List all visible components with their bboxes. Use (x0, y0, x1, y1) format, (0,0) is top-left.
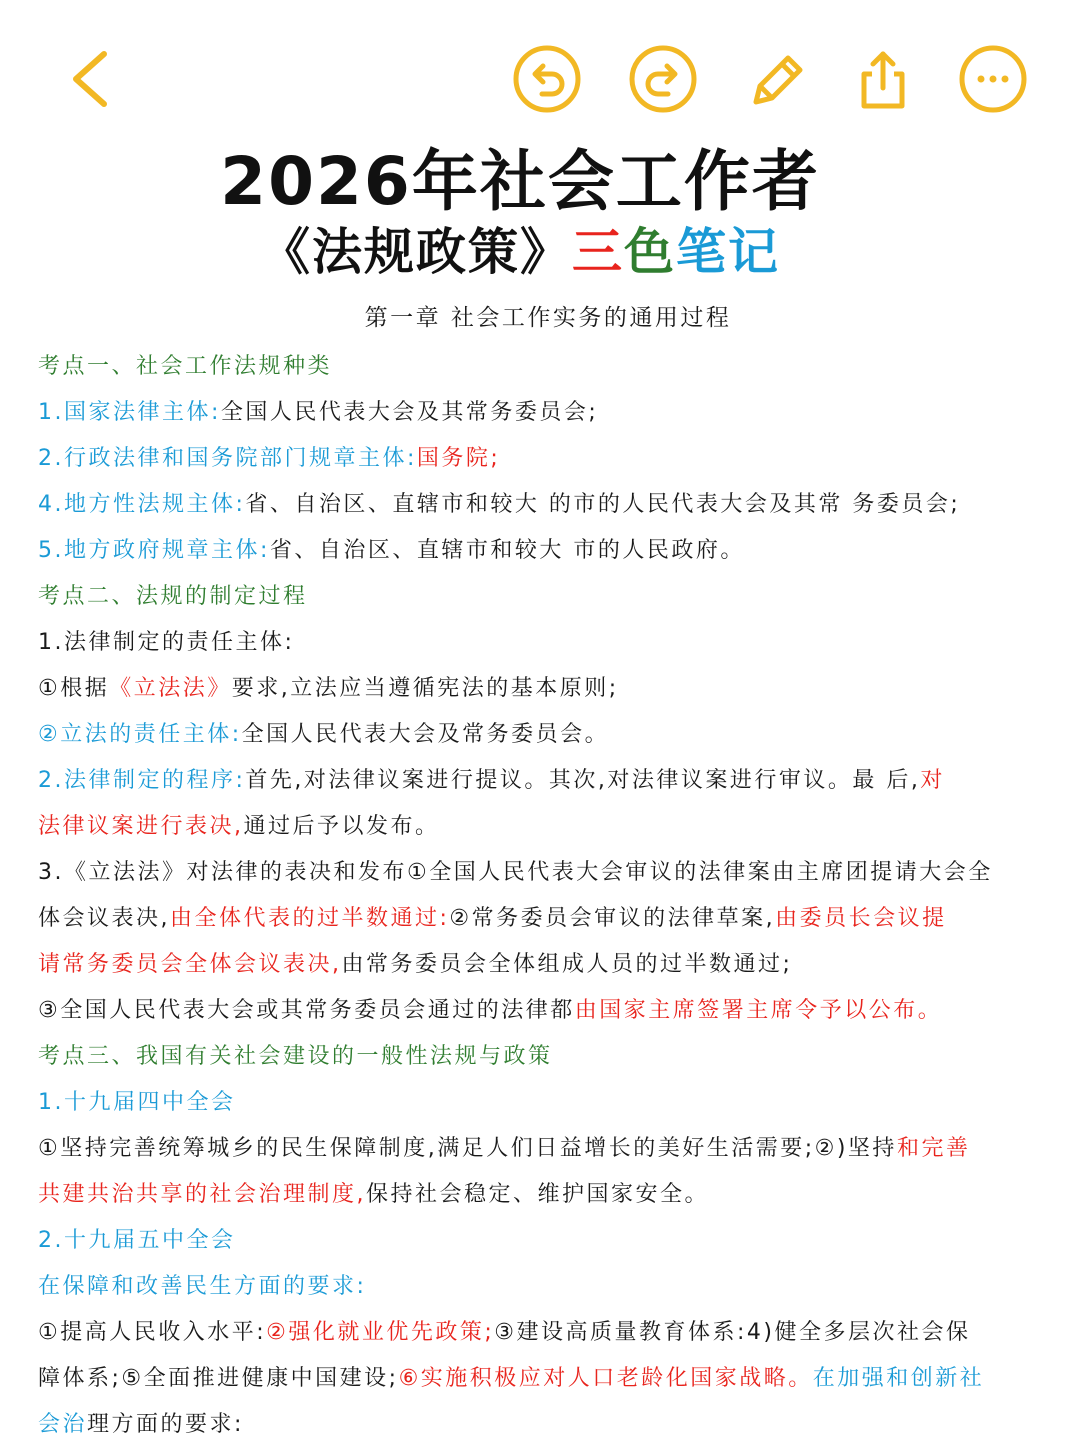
note-text-segment: 法律议案进行表决, (38, 814, 244, 839)
note-body (38, 292, 1058, 1448)
share-icon (848, 44, 918, 114)
chevron-left-icon (56, 44, 126, 114)
note-text-segment: 国务院; (416, 446, 501, 471)
note-text-segment: 1.十九届四中全会 (38, 1090, 236, 1115)
pencil-icon (742, 44, 812, 114)
note-text-segment: 《立法法》 (109, 676, 232, 701)
note-text-segment: ③建设高质量教育体系:4)健全多层次社会保 (494, 1320, 971, 1345)
subtitle-notes: 笔记 (676, 223, 780, 281)
redo-button[interactable] (628, 44, 698, 114)
note-text-segment: 对 (920, 768, 945, 793)
subtitle-three: 三 (572, 223, 624, 281)
chapter-heading: 第一章 社会工作实务的通用过程 (364, 305, 732, 331)
note-text-segment: 省、自治区、直辖市和较大 的市的人民代表大会及其常 务委员会; (245, 492, 961, 517)
note-text-segment: 由委员长会议提 (775, 906, 947, 931)
note-line (38, 896, 1058, 942)
note-text-segment: 2.十九届五中全会 (38, 1228, 236, 1253)
note-line (38, 574, 1058, 620)
note-text-segment: ①提高人民收入水平: (38, 1320, 267, 1345)
note-line (38, 1264, 1058, 1310)
edit-button[interactable] (742, 44, 812, 114)
note-text-segment: 障体系;⑤全面推进健康中国建设; (38, 1366, 399, 1391)
note-text-segment: ②常务委员会审议的法律草案, (449, 906, 776, 931)
note-text-segment: 在加强和创新社 (812, 1366, 985, 1391)
note-line (38, 758, 1058, 804)
note-line (38, 1034, 1058, 1080)
note-line (38, 942, 1058, 988)
note-line (38, 482, 1058, 528)
redo-icon (628, 44, 698, 114)
note-text-segment: 考点二、法规的制定过程 (38, 584, 308, 609)
note-text-segment: 和完善 (896, 1136, 971, 1161)
note-text-segment: 省、自治区、直辖市和较大 市的人民政府。 (269, 538, 745, 563)
note-text-segment: 由全体代表的过半数通过: (170, 906, 450, 931)
note-line (38, 1356, 1058, 1402)
note-line (38, 344, 1058, 390)
undo-icon (512, 44, 582, 114)
note-text-segment: ⑥实施积极应对人口老龄化国家战略。 (398, 1366, 813, 1391)
note-line (38, 850, 1058, 896)
note-text-segment: 保持社会稳定、维护国家安全。 (366, 1182, 710, 1207)
note-text-segment: 共建共治共享的社会治理制度, (38, 1182, 366, 1207)
note-line (38, 436, 1058, 482)
undo-button[interactable] (512, 44, 582, 114)
note-text-segment: 4.地方性法规主体: (38, 492, 246, 517)
note-line (38, 988, 1058, 1034)
note-text-segment: 会治 (38, 1412, 88, 1437)
note-line (38, 528, 1058, 574)
subtitle-color: 色 (624, 223, 676, 281)
note-lines (38, 344, 1058, 1448)
note-text-segment: 全国人民代表大会及其常务委员会; (220, 400, 599, 425)
note-text-segment: 体会议表决, (38, 906, 170, 931)
main-title: 2026年社会工作者 (220, 143, 820, 220)
note-line (38, 1172, 1058, 1218)
note-line (38, 666, 1058, 712)
note-line (38, 712, 1058, 758)
note-text-segment: 在保障和改善民生方面的要求: (38, 1274, 367, 1299)
subtitle (0, 212, 1040, 284)
note-text-segment: 1.法律制定的责任主体: (38, 630, 295, 655)
share-button[interactable] (848, 44, 918, 114)
note-text-segment: 首先,对法律议案进行提议。其次,对法律议案进行审议。最 后, (245, 768, 921, 793)
note-text-segment: 2.行政法律和国务院部门规章主体: (38, 446, 417, 471)
note-text-segment: 由国家主席签署主席令予以公布。 (574, 998, 943, 1023)
note-text-segment: ①坚持完善统筹城乡的民生保障制度,满足人们日益增长的美好生活需要;②)坚持 (38, 1136, 897, 1161)
more-icon (958, 44, 1028, 114)
note-text-segment: 请常务委员会全体会议表决, (38, 952, 342, 977)
note-line (38, 804, 1058, 850)
note-line (38, 1126, 1058, 1172)
note-text-segment: ②立法的责任主体: (38, 722, 242, 747)
subtitle-prefix: 《法规政策》 (260, 223, 572, 281)
note-text-segment: 1.国家法律主体: (38, 400, 221, 425)
note-text-segment: 通过后予以发布。 (243, 814, 440, 839)
note-text-segment: 3.《立法法》对法律的表决和发布①全国人民代表大会审议的法律案由主席团提请大会全 (38, 860, 993, 885)
note-line (38, 390, 1058, 436)
note-text-segment: 5.地方政府规章主体: (38, 538, 270, 563)
note-text-segment: 全国人民代表大会及常务委员会。 (241, 722, 610, 747)
note-line (38, 1080, 1058, 1126)
note-line (38, 1218, 1058, 1264)
note-text-segment: 考点一、社会工作法规种类 (38, 354, 333, 379)
note-text-segment: 理方面的要求: (87, 1412, 244, 1437)
note-text-segment: 2.法律制定的程序: (38, 768, 246, 793)
note-text-segment: ①根据 (38, 676, 110, 701)
more-button[interactable] (958, 44, 1028, 114)
note-text-segment: ②强化就业优先政策; (266, 1320, 495, 1345)
note-line (38, 1402, 1058, 1448)
note-text-segment: 由常务委员会全体组成人员的过半数通过; (341, 952, 793, 977)
note-text-segment: ③全国人民代表大会或其常务委员会通过的法律都 (38, 998, 575, 1023)
back-button[interactable] (56, 44, 126, 114)
note-line (38, 1310, 1058, 1356)
note-line (38, 620, 1058, 666)
top-toolbar (0, 0, 1080, 140)
note-text-segment: 要求,立法应当遵循宪法的基本原则; (231, 676, 619, 701)
note-text-segment: 考点三、我国有关社会建设的一般性法规与政策 (38, 1044, 553, 1069)
